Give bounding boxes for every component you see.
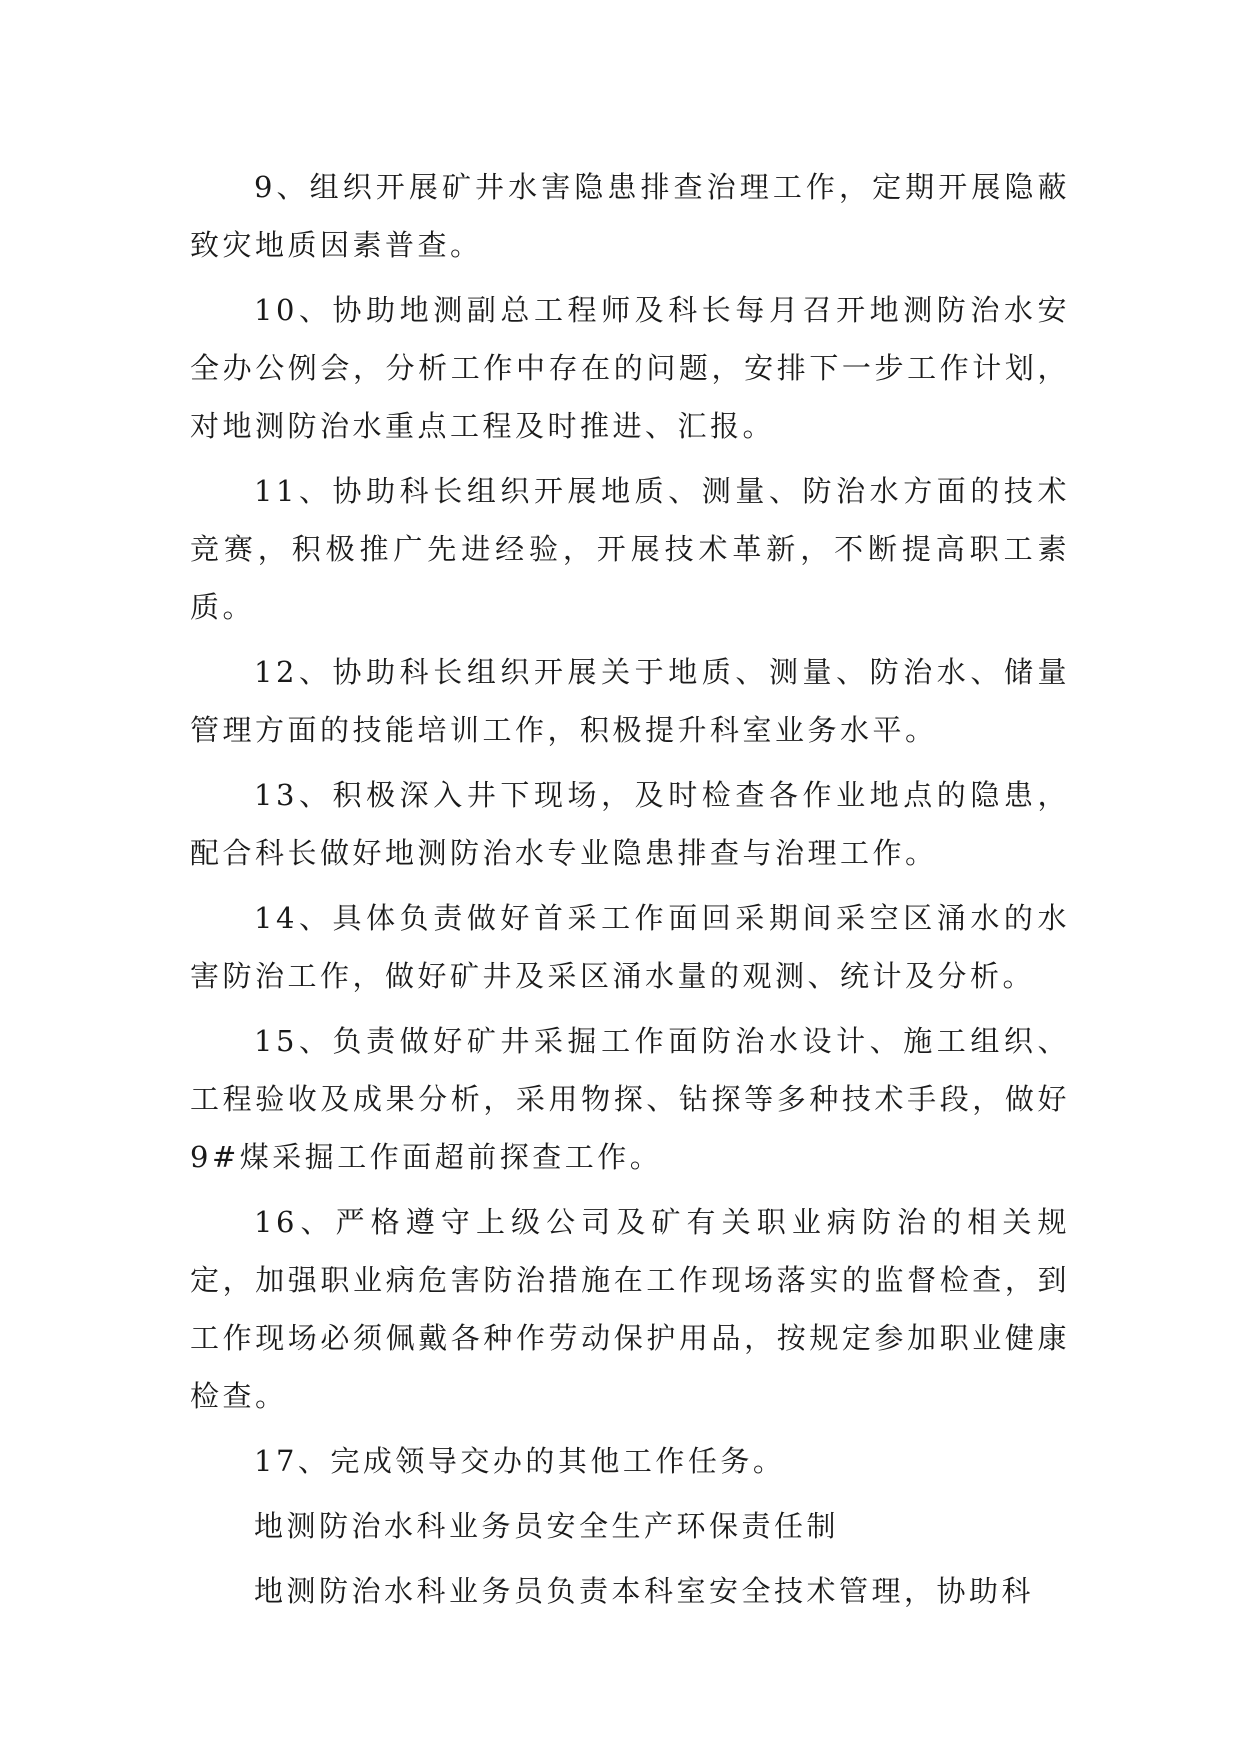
paragraph-item-10: 10、协助地测副总工程师及科长每月召开地测防治水安全办公例会，分析工作中存在的问题，安排下一步工作计划，对地测防治水重点工程及时推进、汇报。: [190, 293, 1070, 443]
document-body: [190, 158, 1070, 1627]
paragraph-item-9: 9、组织开展矿井水害隐患排查治理工作，定期开展隐蔽致灾地质因素普查。: [190, 170, 1070, 262]
paragraph-item-11: 11、协助科长组织开展地质、测量、防治水方面的技术竞赛，积极推广先进经验，开展技术革新，不断提高职工素质。: [190, 474, 1070, 624]
paragraph-item-13: 13、积极深入井下现场，及时检查各作业地点的隐患，配合科长做好地测防治水专业隐患排查与治理工作。: [190, 778, 1070, 870]
paragraph-item-12: 12、协助科长组织开展关于地质、测量、防治水、储量管理方面的技能培训工作，积极提升科室业务水平。: [190, 655, 1070, 747]
paragraph-item-16: 16、严格遵守上级公司及矿有关职业病防治的相关规定，加强职业病危害防治措施在工作现场落实的监督检查，到工作现场必须佩戴各种作劳动保护用品，按规定参加职业健康检查。: [190, 1205, 1070, 1413]
paragraph-item-14: 14、具体负责做好首采工作面回采期间采空区涌水的水害防治工作，做好矿井及采区涌水量的观测、统计及分析。: [190, 901, 1070, 993]
paragraph-item-17: 17、完成领导交办的其他工作任务。: [254, 1444, 786, 1478]
paragraph-item-15: 15、负责做好矿井采掘工作面防治水设计、施工组织、工程验收及成果分析，采用物探、钻探等多种技术手段，做好9#煤采掘工作面超前探查工作。: [190, 1024, 1070, 1174]
section-title: 地测防治水科业务员安全生产环保责任制: [254, 1509, 840, 1543]
section-intro: 地测防治水科业务员负责本科室安全技术管理，协助科: [254, 1574, 1035, 1608]
